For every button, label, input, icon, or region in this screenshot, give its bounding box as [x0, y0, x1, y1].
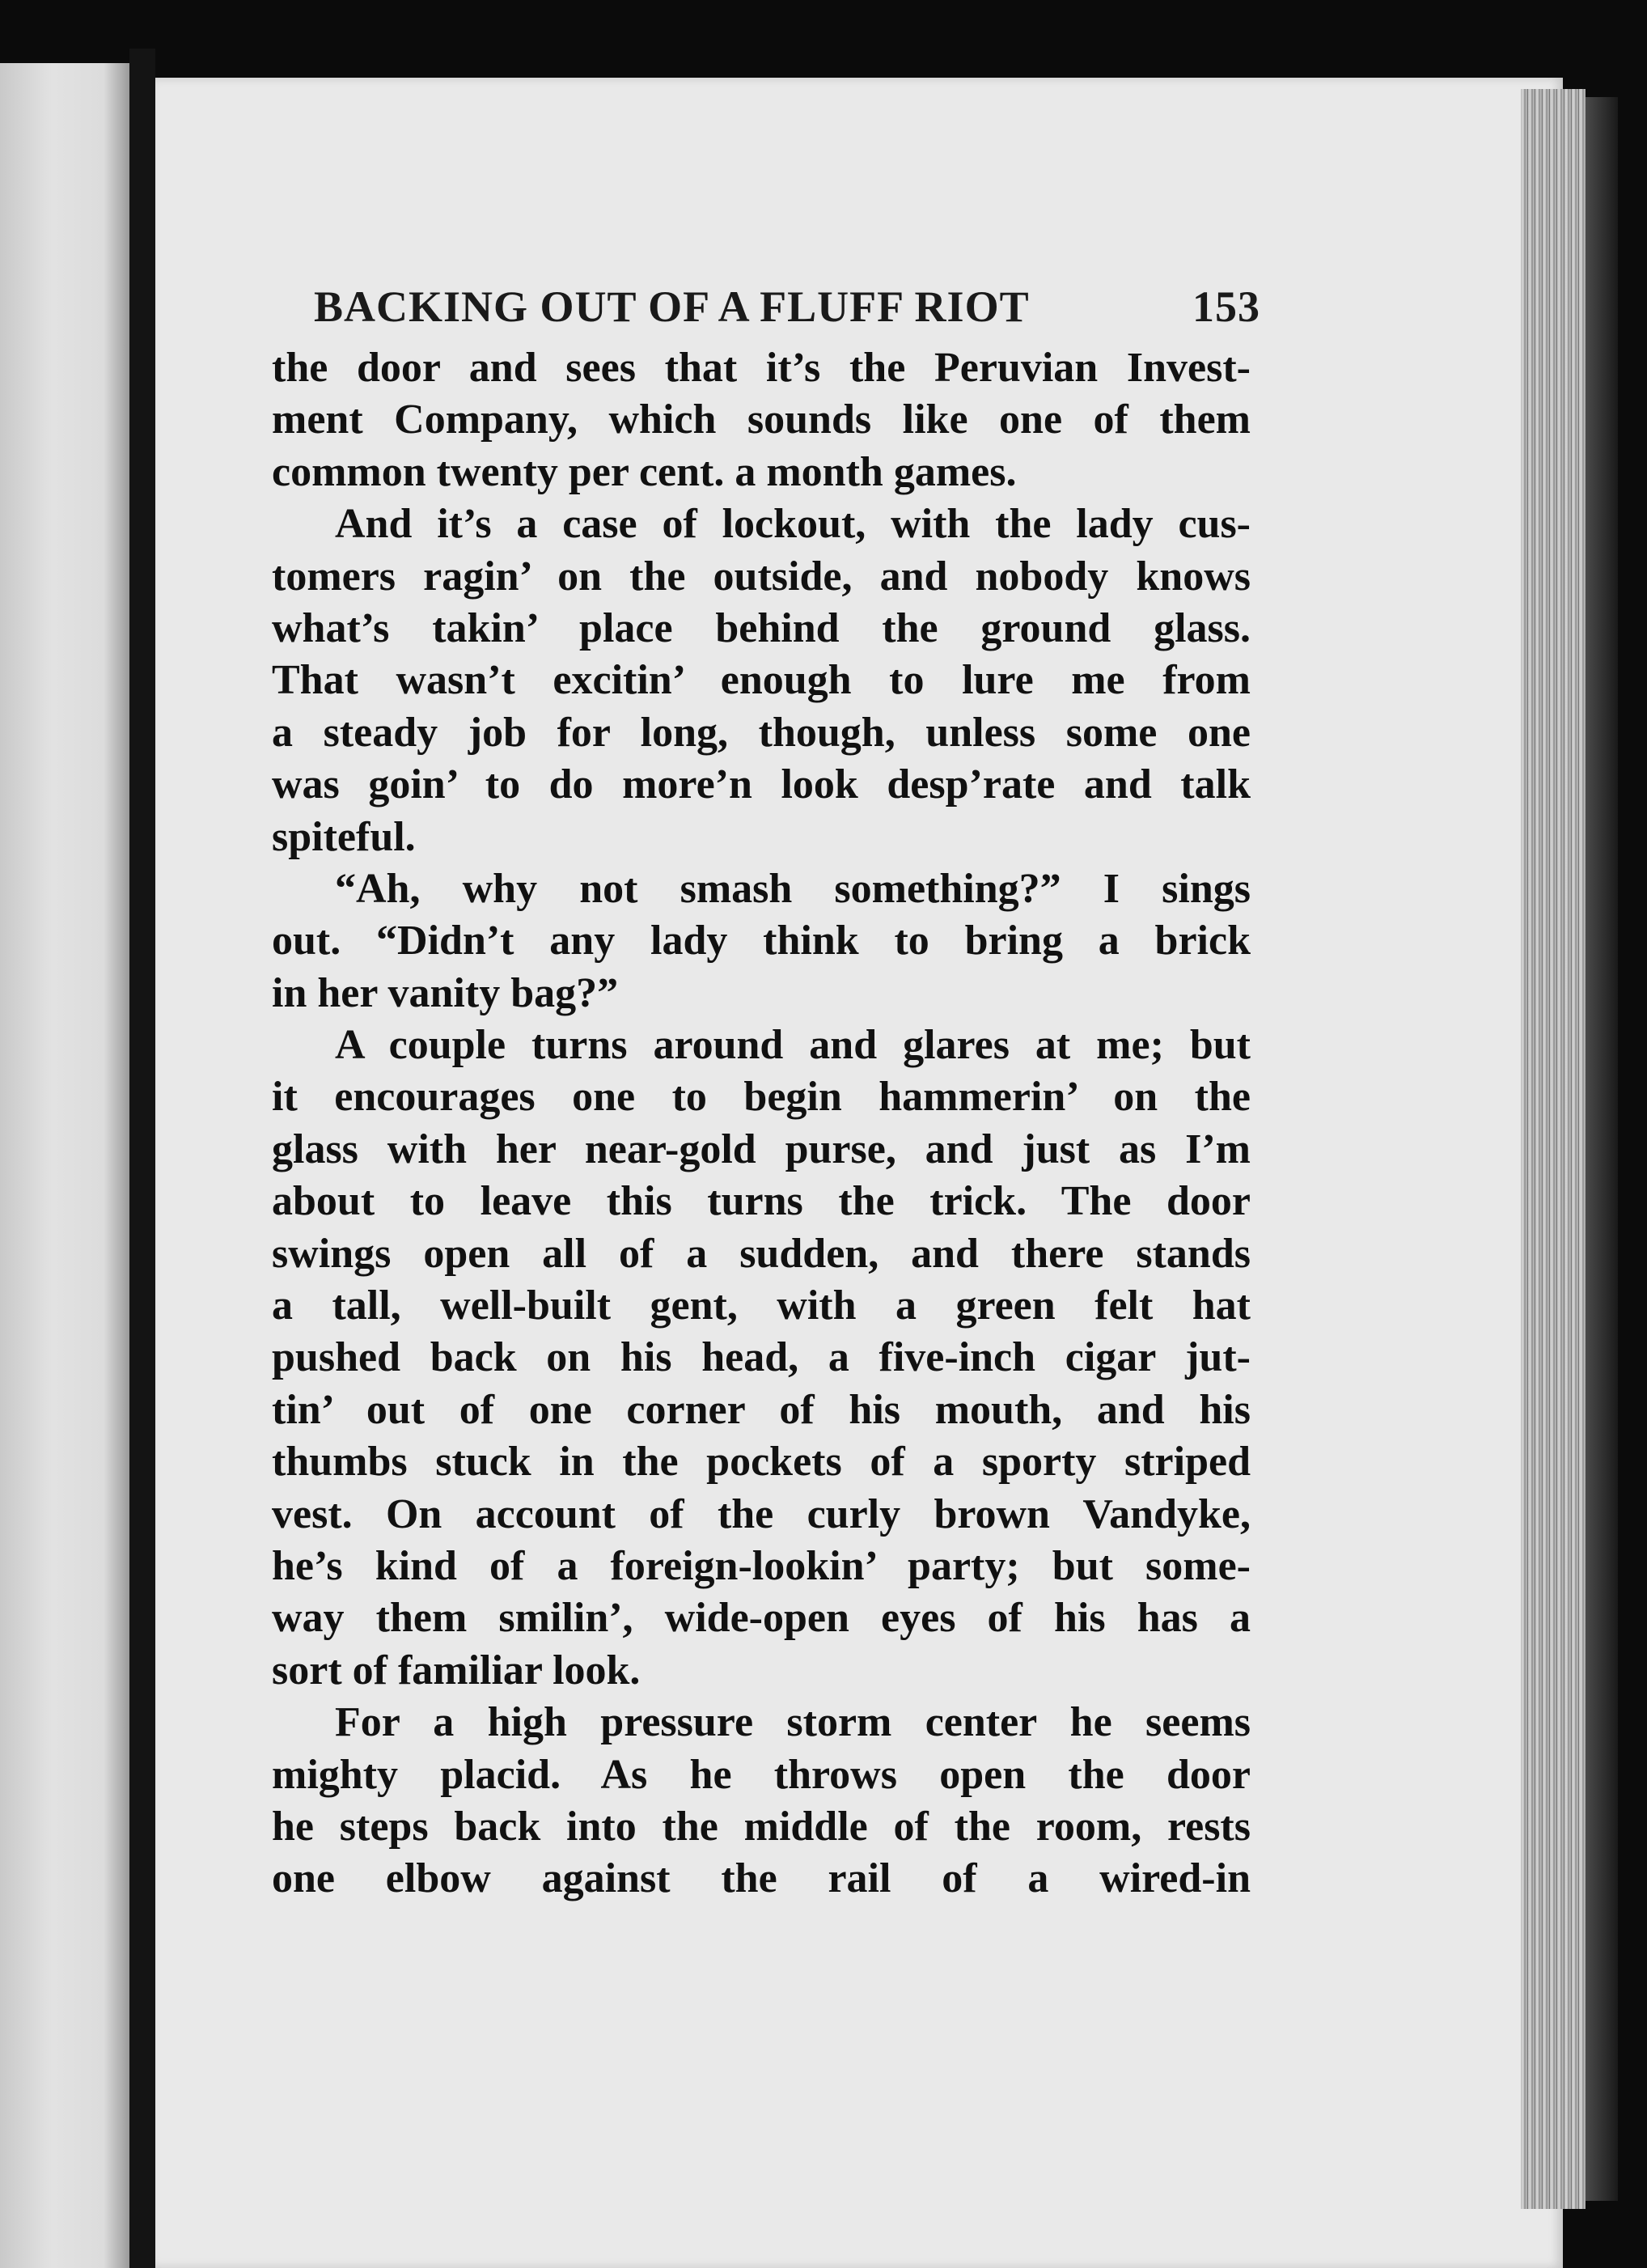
text-line: tomers ragin’ on the outside, and nobody knows: [272, 553, 1251, 600]
text-line: vest. On account of the curly brown Vandyke,: [272, 1490, 1251, 1537]
text-line: a steady job for long, though, unless some one: [272, 709, 1251, 756]
adjacent-page-edge: [0, 63, 129, 2268]
text-line: pushed back on his head, a five-inch cigar jut-: [272, 1334, 1251, 1381]
book-cover-edge: [1586, 97, 1618, 2201]
text-line: out. “Didn’t any lady think to bring a brick: [272, 918, 1251, 964]
text-line: thumbs stuck in the pockets of a sporty striped: [272, 1439, 1251, 1486]
text-line: mighty placid. As he throws open the door: [272, 1751, 1251, 1798]
text-line: he steps back into the middle of the room, rests: [272, 1803, 1251, 1850]
paragraph: [272, 498, 1251, 863]
text-line: swings open all of a sudden, and there stands: [272, 1230, 1251, 1277]
text-line: way them smilin’, wide-open eyes of his has a: [272, 1595, 1251, 1642]
paragraph: [272, 1697, 1251, 1906]
text-line: in her vanity bag?”: [272, 969, 619, 1016]
text-line: about to leave this turns the trick. The door: [272, 1178, 1251, 1225]
book-gutter: [129, 49, 155, 2268]
text-line: it encourages one to begin hammerin’ on the: [272, 1074, 1251, 1121]
text-line: tin’ out of one corner of his mouth, and his: [272, 1386, 1251, 1433]
text-line: sort of familiar look.: [272, 1647, 641, 1694]
page-number: 153: [1192, 282, 1260, 331]
text-line: the door and sees that it’s the Peruvian Invest-: [272, 345, 1251, 391]
paragraph: [272, 1020, 1251, 1697]
running-head: [314, 282, 1260, 346]
text-line: what’s takin’ place behind the ground glass.: [272, 604, 1251, 651]
paragraph: [272, 863, 1251, 1020]
running-title: BACKING OUT OF A FLUFF RIOT: [314, 282, 1030, 331]
text-line: glass with her near-gold purse, and just as I’m: [272, 1126, 1251, 1172]
text-line: That wasn’t excitin’ enough to lure me from: [272, 657, 1251, 704]
text-line: A couple turns around and glares at me; but: [335, 1022, 1251, 1069]
text-line: he’s kind of a foreign-lookin’ party; but some-: [272, 1542, 1251, 1589]
text-line: a tall, well-built gent, with a green felt hat: [272, 1282, 1251, 1329]
page-fore-edge: [1521, 89, 1586, 2209]
text-line: was goin’ to do more’n look desp’rate and talk: [272, 761, 1251, 808]
text-line: one elbow against the rail of a wired-in: [272, 1855, 1251, 1902]
text-line: spiteful.: [272, 813, 416, 860]
text-line: ment Company, which sounds like one of them: [272, 396, 1251, 443]
text-line: And it’s a case of lockout, with the lady cus-: [335, 501, 1251, 548]
text-line: For a high pressure storm center he seems: [335, 1699, 1251, 1746]
paragraph: [272, 342, 1251, 498]
body-text: [272, 342, 1251, 1906]
text-line: common twenty per cent. a month games.: [272, 448, 1017, 495]
text-line: “Ah, why not smash something?” I sings: [335, 865, 1251, 912]
